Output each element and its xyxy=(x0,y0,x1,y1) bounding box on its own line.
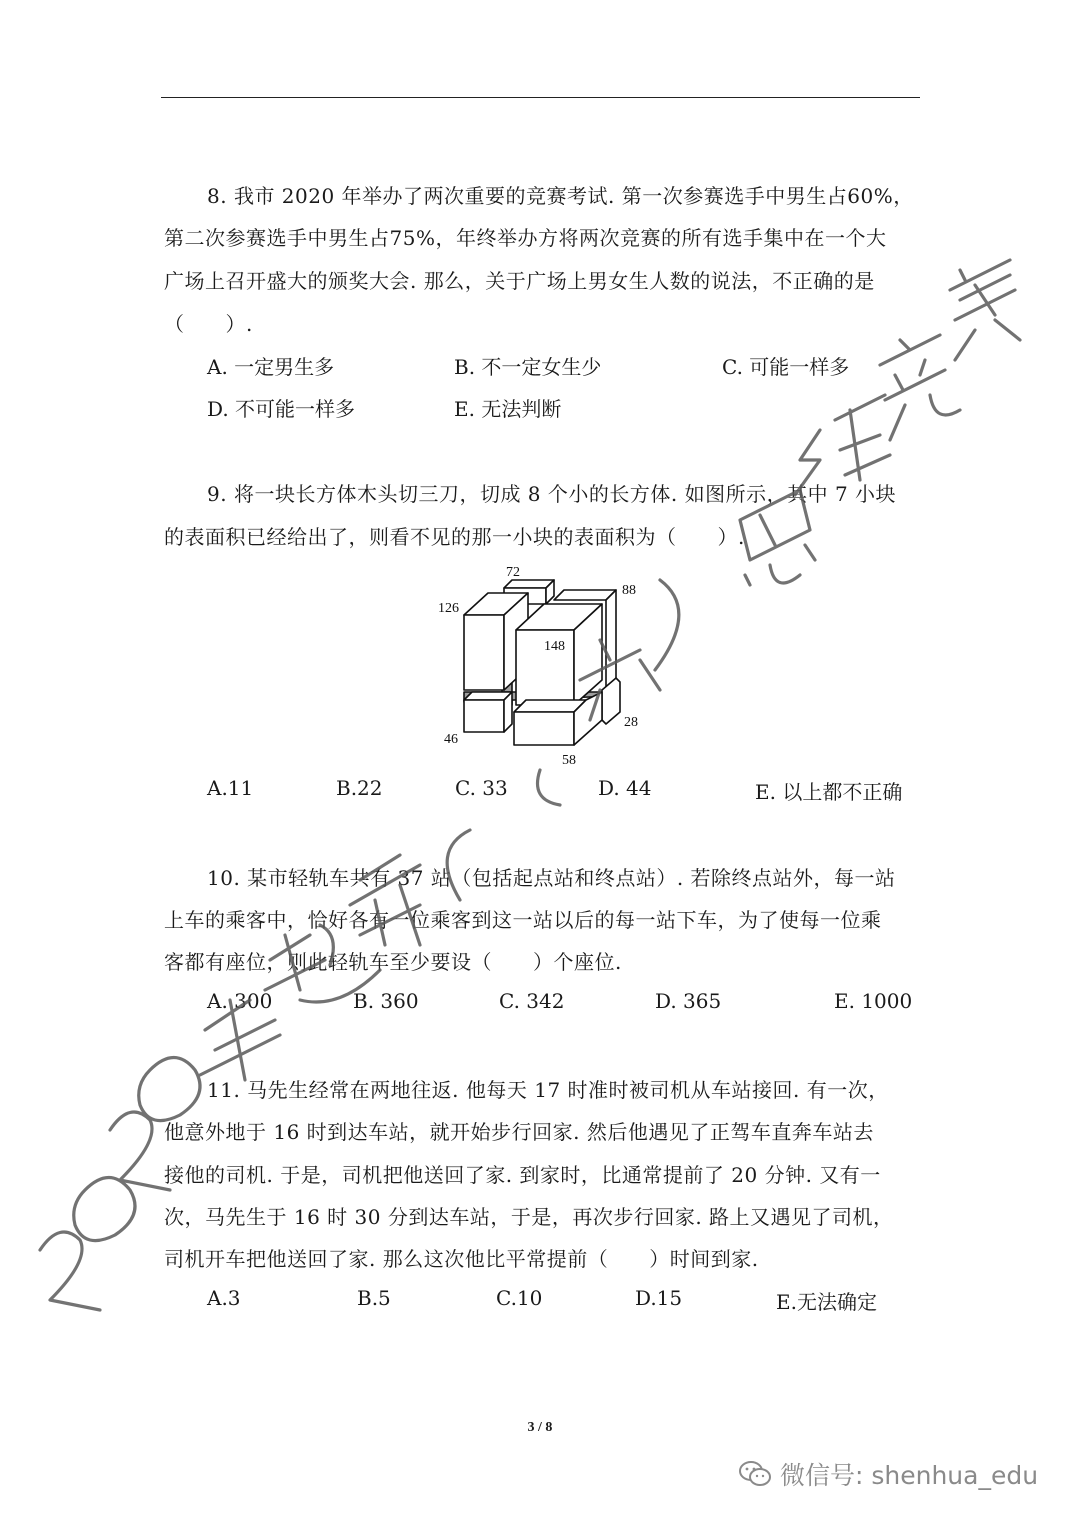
q9-line-2: 的表面积已经给出了，则看不见的那一小块的表面积为（ ）. xyxy=(164,525,745,549)
wechat-icon xyxy=(738,1459,772,1489)
q8-option-e: E. 无法判断 xyxy=(454,397,562,421)
label-58: 58 xyxy=(562,753,576,768)
label-46: 46 xyxy=(444,732,458,747)
q9-option-d: D. 44 xyxy=(598,776,652,800)
block-28 xyxy=(602,678,620,724)
q10-option-b: B. 360 xyxy=(353,989,419,1013)
q9-option-e: E. 以上都不正确 xyxy=(755,780,903,804)
wechat-watermark xyxy=(738,1456,1038,1492)
block-46-front xyxy=(464,700,504,732)
q11-option-e: E.无法确定 xyxy=(776,1290,877,1314)
block-126-front xyxy=(464,615,504,690)
label-72: 72 xyxy=(506,565,520,580)
q11-option-d: D.15 xyxy=(635,1286,683,1310)
wechat-label: 微信号: shenhua_edu xyxy=(780,1461,1039,1490)
q11-option-b: B.5 xyxy=(357,1286,391,1310)
q8-line-4: （ ）. xyxy=(164,312,253,336)
block-46-side xyxy=(504,692,512,732)
q11-option-c: C.10 xyxy=(496,1286,543,1310)
q10-line-3: 客都有座位，则此轻轨车至少要设（ ）个座位. xyxy=(164,950,622,974)
q11-option-a: A.3 xyxy=(207,1286,241,1310)
label-126: 126 xyxy=(438,601,459,616)
q8-option-d: D. 不可能一样多 xyxy=(207,397,356,421)
q11-line-2: 他意外地于 16 时到达车站，就开始步行回家. 然后他遇见了正驾车直奔车站去 xyxy=(164,1120,874,1144)
q11-line-4: 次，马先生于 16 时 30 分到达车站，于是，再次步行回家. 路上又遇见了司机， xyxy=(164,1205,894,1229)
q10-option-e: E. 1000 xyxy=(834,989,913,1013)
page-number: 3 / 8 xyxy=(527,1420,553,1435)
q8-line-3: 广场上召开盛大的颁奖大会. 那么，关于广场上男女生人数的说法，不正确的是 xyxy=(164,269,875,293)
label-148: 148 xyxy=(544,639,565,654)
q10-option-c: C. 342 xyxy=(499,989,565,1013)
q8-option-c: C. 可能一样多 xyxy=(722,355,850,379)
q11-line-5: 司机开车把他送回了家. 那么这次他比平常提前（ ）时间到家. xyxy=(164,1247,759,1271)
q8-line-1: 8. 我市 2020 年举办了两次重要的竞赛考试. 第一次参赛选手中男生占60%， xyxy=(207,184,914,208)
block-58-front xyxy=(514,712,574,745)
q9-option-b: B.22 xyxy=(336,776,383,800)
q9-option-c: C. 33 xyxy=(455,776,508,800)
q8-option-b: B. 不一定女生少 xyxy=(454,355,602,379)
label-28: 28 xyxy=(624,715,638,730)
label-88: 88 xyxy=(622,583,636,598)
q9-line-1: 9. 将一块长方体木头切三刀，切成 8 个小的长方体. 如图所示，其中 7 小块 xyxy=(207,482,897,506)
block-88-side xyxy=(606,590,616,690)
q10-option-a: A. 300 xyxy=(207,989,273,1013)
q10-line-1: 10. 某市轻轨车共有 37 站（包括起点站和终点站）. 若除终点站外，每一站 xyxy=(207,866,896,890)
header-rule xyxy=(161,97,920,98)
q8-option-a: A. 一定男生多 xyxy=(207,355,335,379)
cube-figure xyxy=(436,560,636,775)
q11-line-3: 接他的司机. 于是，司机把他送回了家. 到家时，比通常提前了 20 分钟. 又有一 xyxy=(164,1163,881,1187)
q10-option-d: D. 365 xyxy=(655,989,722,1013)
q10-line-2: 上车的乘客中，恰好各有一位乘客到这一站以后的每一站下车，为了使每一位乘 xyxy=(164,908,882,932)
q11-line-1: 11. 马先生经常在两地往返. 他每天 17 时准时被司机从车站接回. 有一次， xyxy=(207,1078,889,1102)
q9-option-a: A.11 xyxy=(207,776,254,800)
q8-line-2: 第二次参赛选手中男生占75%，年终举办方将两次竞赛的所有选手集中在一个大 xyxy=(164,226,887,250)
